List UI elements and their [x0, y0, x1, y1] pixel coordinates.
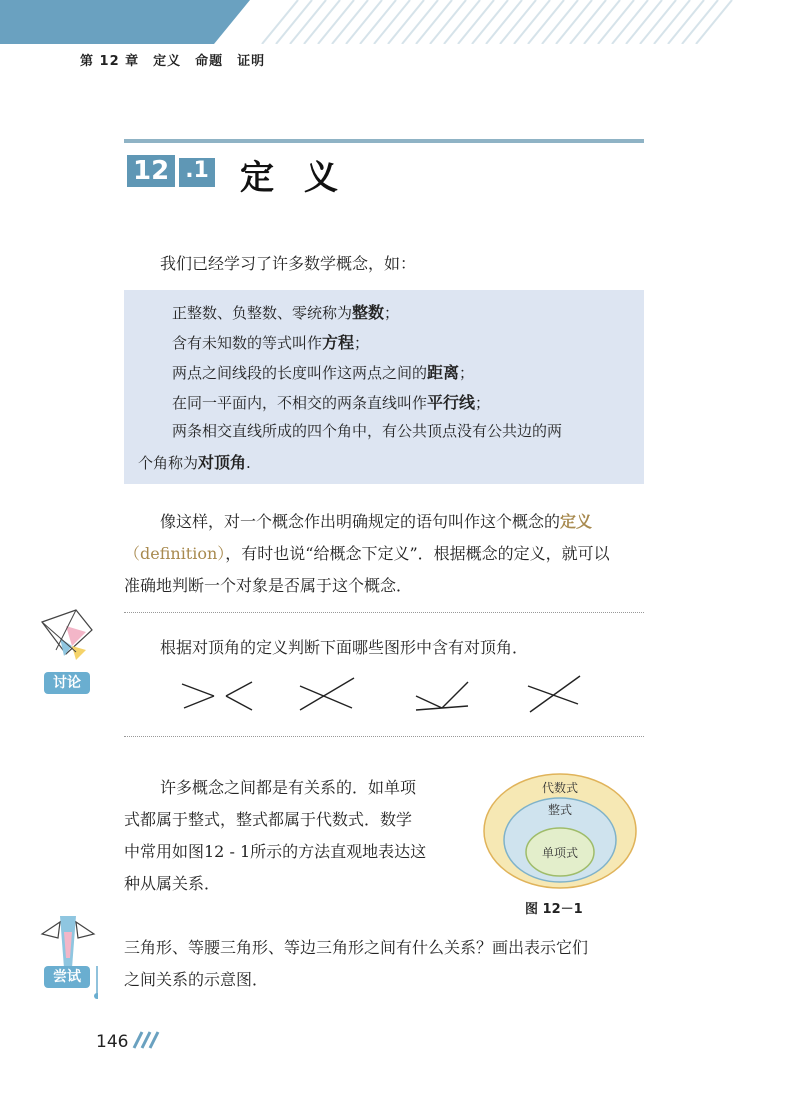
- middle-label: 整式: [547, 803, 573, 817]
- angle-figure-4: [528, 676, 580, 712]
- page-number: 146: [96, 1032, 129, 1052]
- try-text: [124, 932, 644, 996]
- try-badge: 尝试: [44, 966, 90, 988]
- chapter-heading: 第 12 章 定义 命题 证明: [80, 54, 266, 69]
- outer-label: 代数式: [541, 781, 579, 795]
- definition-term: 定义: [560, 512, 593, 531]
- venn-figure: [480, 770, 640, 892]
- definition-box: [124, 290, 644, 484]
- intro-text: 我们已经学习了许多数学概念，如：: [160, 254, 417, 273]
- definition-line: 两条相交直线所成的四个角中，有公共顶点没有公共边的两: [172, 422, 563, 440]
- paragraph-line: （definition），有时也说“给概念下定义”．根据概念的定义，就可以: [124, 544, 610, 563]
- paragraph-line: 准确地判断一个对象是否属于这个概念．: [124, 576, 413, 595]
- figure-caption: 图 12－1: [525, 902, 583, 917]
- discuss-badge: 讨论: [44, 672, 90, 694]
- paragraph-line: 之间关系的示意图．: [124, 970, 269, 989]
- discuss-illustration-icon: [36, 606, 100, 666]
- section-title: 定义: [240, 158, 368, 198]
- paragraph-line: 种从属关系．: [124, 874, 221, 893]
- section-number: [127, 155, 215, 187]
- angle-figure-1: [182, 682, 252, 710]
- discuss-text: 根据对顶角的定义判断下面哪些图形中含有对顶角．: [160, 638, 529, 657]
- divider: [124, 736, 644, 737]
- definition-line: 个角称为对顶角.: [138, 453, 251, 472]
- angle-figures: [170, 672, 610, 722]
- inner-label: 单项式: [541, 846, 579, 860]
- paragraph-line: 式都属于整式，整式都属于代数式．数学: [124, 810, 413, 829]
- header-band: [0, 0, 801, 44]
- section-number-main: 12: [127, 155, 175, 187]
- definition-line: 两点之间线段的长度叫作这两点之间的距离；: [172, 363, 475, 382]
- definition-line: 在同一平面内，不相交的两条直线叫作平行线；: [172, 393, 491, 412]
- section-number-sub: .1: [179, 158, 215, 187]
- angle-figure-3: [416, 682, 468, 710]
- paragraph-line: 许多概念之间都是有关系的．如单项: [160, 778, 417, 797]
- relation-paragraph: [124, 772, 464, 900]
- definition-line: 含有未知数的等式叫作方程；: [172, 333, 370, 352]
- title-rule: [124, 139, 644, 143]
- definition-line: 正整数、负整数、零统称为整数；: [172, 303, 400, 322]
- page-slashes-icon: [132, 1030, 160, 1050]
- paragraph-line: 像这样，对一个概念作出明确规定的语句叫作这个概念的定义: [160, 512, 593, 531]
- paragraph-line: 三角形、等腰三角形、等边三角形之间有什么关系？画出表示它们: [124, 938, 589, 957]
- paragraph-line: 中常用如图12 - 1所示的方法直观地表达这: [124, 842, 427, 861]
- angle-figure-2: [300, 678, 354, 710]
- definition-paragraph: [124, 506, 644, 602]
- divider: [124, 612, 644, 613]
- english-term: （definition）: [124, 544, 226, 563]
